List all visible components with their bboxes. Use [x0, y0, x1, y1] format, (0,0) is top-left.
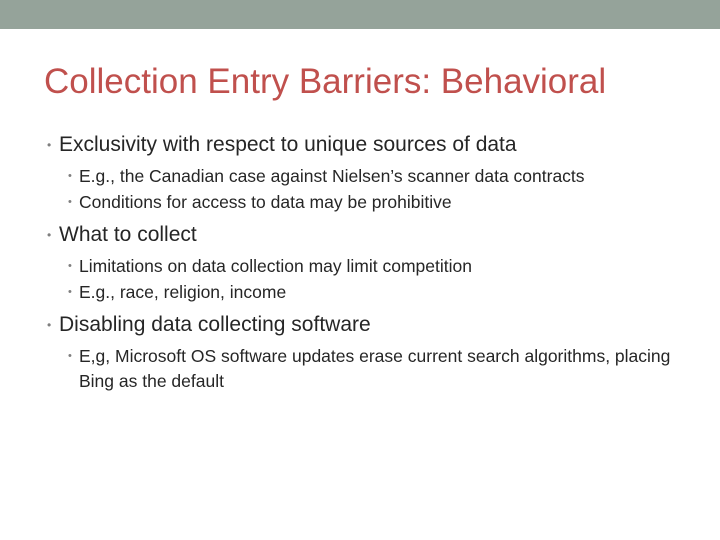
sub-bullet-text: Conditions for access to data may be prohibitive: [79, 191, 452, 212]
sub-bullet-text: Limitations on data collection may limit competition: [79, 256, 472, 276]
bullet-dot-icon: •: [47, 318, 52, 332]
sub-bullet-text: E.g., race, religion, income: [79, 281, 287, 302]
bullet-text: Exclusivity with respect to unique sources of data: [59, 133, 517, 156]
sub-bullet-item: [59, 164, 686, 189]
bullet-dot-icon: •: [47, 138, 52, 152]
bullet-dot-icon: •: [68, 285, 72, 298]
bullet-item: [46, 310, 686, 393]
sub-bullet-text: E.g., the Canadian case against Nielsen’s scanner data contracts: [79, 166, 585, 186]
bullet-dot-icon: •: [68, 260, 72, 272]
bullet-list: [46, 128, 686, 395]
bullet-dot-icon: •: [68, 195, 72, 208]
bullet-dot-icon: •: [47, 228, 52, 242]
sub-bullet-list: [59, 344, 686, 393]
sub-bullet-item: [59, 190, 686, 215]
bullet-item: [46, 220, 686, 304]
sub-bullet-item: [59, 344, 686, 393]
slide-title: Collection Entry Barriers: Behavioral: [44, 62, 607, 101]
sub-bullet-list: [59, 164, 686, 214]
top-accent-band: [0, 0, 720, 29]
bullet-dot-icon: •: [68, 350, 72, 362]
sub-bullet-list: [59, 254, 686, 304]
sub-bullet-item: [59, 254, 686, 279]
bullet-text: What to collect: [59, 223, 197, 246]
bullet-text: Disabling data collecting software: [59, 313, 371, 336]
bullet-dot-icon: •: [68, 170, 72, 182]
sub-bullet-text: E,g, Microsoft OS software updates erase current search algorithms, placing Bing as the default: [79, 346, 671, 391]
sub-bullet-item: [59, 280, 686, 305]
bullet-item: [46, 130, 686, 214]
